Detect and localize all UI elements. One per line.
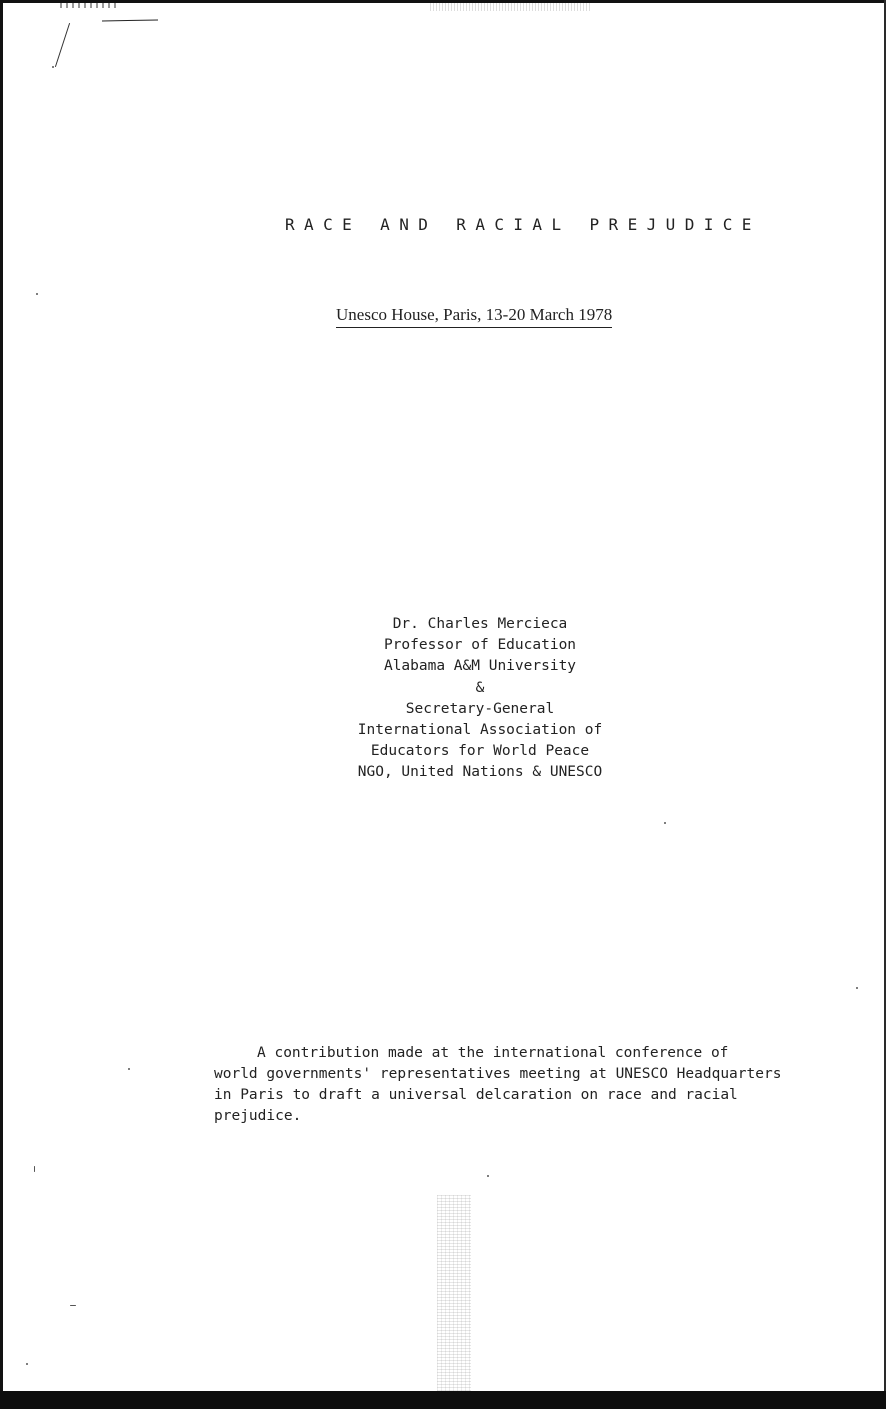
scan-artifact <box>55 23 70 67</box>
note-line: world governments' representatives meeting at UNESCO Headquarters <box>214 1066 782 1082</box>
document-title: RACE AND RACIAL PREJUDICE <box>285 215 761 234</box>
scan-border-bottom <box>0 1391 886 1409</box>
author-institution: Alabama A&M University <box>383 658 577 675</box>
scan-border-left <box>0 0 3 1409</box>
author-ampersand: & <box>475 679 485 696</box>
scan-speck <box>128 1068 130 1070</box>
scan-speck <box>26 1363 28 1365</box>
scan-artifact <box>60 3 120 8</box>
author-block <box>330 614 630 784</box>
author-organization-line-1: International Association of <box>357 722 603 739</box>
author-name: Dr. Charles Mercieca <box>392 616 568 632</box>
note-line: in Paris to draft a universal delcaration on race and racial <box>214 1087 738 1103</box>
scan-speck <box>664 822 666 824</box>
author-organization-line-2: Educators for World Peace <box>370 743 590 760</box>
scan-speck <box>856 987 858 989</box>
document-subtitle: Unesco House, Paris, 13-20 March 1978 <box>336 305 612 328</box>
scan-artifact <box>437 1195 471 1391</box>
note-line: prejudice. <box>214 1108 302 1124</box>
author-role: Secretary-General <box>405 700 555 717</box>
scan-speck <box>70 1305 76 1306</box>
scan-speck <box>36 293 38 295</box>
scan-speck <box>487 1175 489 1177</box>
scan-artifact <box>102 20 158 22</box>
scan-speck <box>34 1166 35 1172</box>
author-title: Professor of Education <box>383 637 577 654</box>
scan-speck <box>52 66 54 68</box>
contribution-note <box>214 1043 784 1127</box>
author-organization-line-3: NGO, United Nations & UNESCO <box>357 764 603 781</box>
note-line: A contribution made at the international conference of <box>257 1045 729 1061</box>
scan-artifact <box>430 3 590 11</box>
